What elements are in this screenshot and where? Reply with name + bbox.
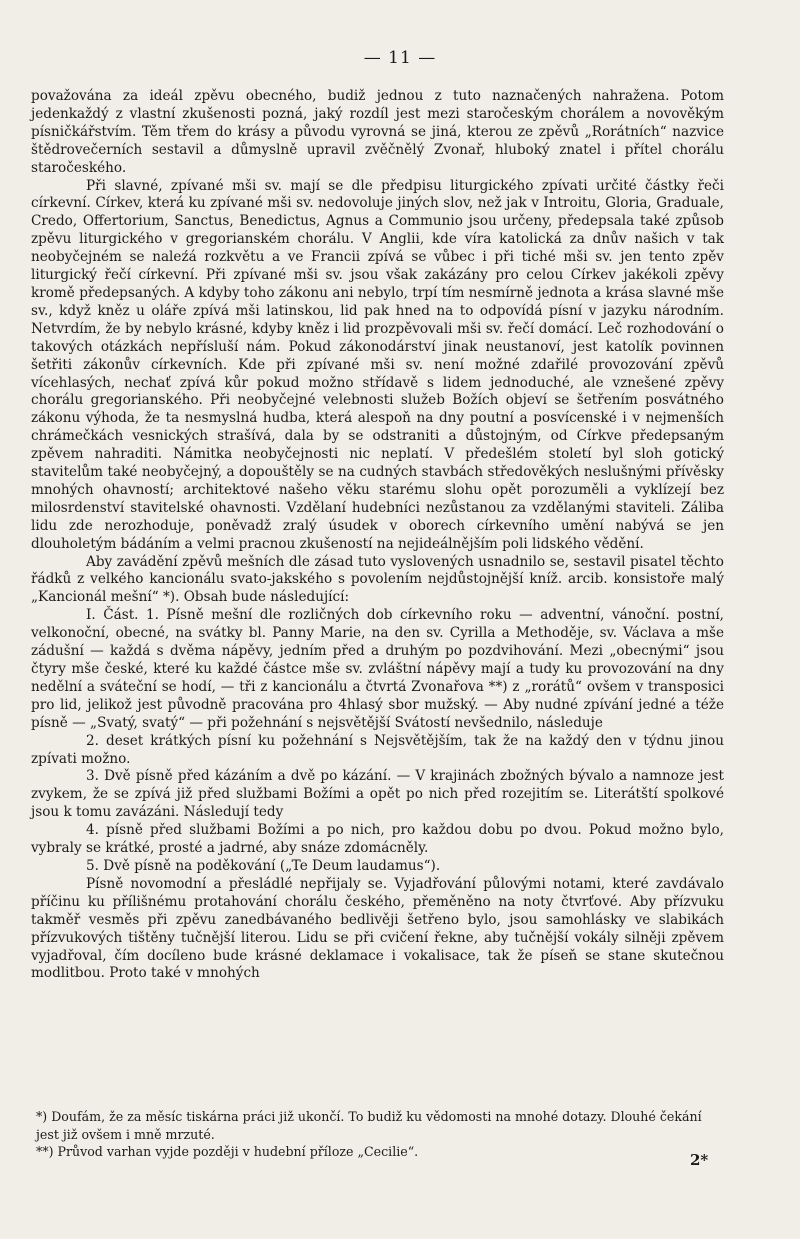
paragraph: 5. Dvě písně na poděkování („Te Deum laudamus“). (86, 857, 441, 874)
paragraph: Písně novomodní a přesládlé nepřijaly se. Vyjadřování půlovými notami, které zavdávalo příčinu ku přílišnému protahování chorálu českého, přeměněno na noty čtvrťové. Aby přízvuku takměř vesměs při zpěvu zanedbávaného bedlivěji šetřeno bylo, jsou samohlásky ve slabikách přízvukových tištěny tučnější literou. Lidu se při cvičení řekne, aby tučnější vokály silněji zpěvem vyjadřoval, čím docíleno bude krásné deklamace i vokalisace, tak že píseň se stane skutečnou modlitbou. Proto také v mnohých (31, 875, 724, 982)
paragraph: Při slavné, zpívané mši sv. mají se dle předpisu liturgického zpívati určité částky řeči církevní. Církev, která ku zpívané mši sv. nedovoluje jiných slov, než jak v Introitu, Gloria, Graduale, Credo, Offertorium, Sanctus, Benedictus, Agnus a Communio jsou určeny, předepsala také způsob zpěvu liturgického v gregorianském chorálu. V Anglii, kde víra katolická za dnův našich v tak neobyčejném se naleźá rozkvětu a ve Francii zpívá se vůbec i při tiché mši sv. jen tento zpěv liturgický řečí církevní. Při zpívané mši sv. jsou však zakázány pro celou Církev jakékoli zpěvy kromě předepsaných. A kdyby toho zákonu ani nebylo, trpí tím nesmírně jednota a krása slavné mše sv., když kněz u oláře zpívá mši latinskou, lid pak hned na to odpovídá písní v jazyku národním. Netvrdím, že by nebylo krásné, kdyby kněz i lid prozpěvovali mši sv. řečí domácí. Leč rozhodování o takových otázkách nepřísluší nám. Pokud zákonodárství jinak neustanoví, jest katolík povinnen šetřiti zákonův církevních. Kde při zpívané mši sv. není možné zdařilé provozování zpěvů vícehlasých, nechať zpívá kůr pokud možno střídavě s lidem jednoduché, ale vznešené zpěvy chorálu gregorianského. Při neobyčejné velebnosti služeb Božích objeví se šetřením posvátného zákonu výhoda, že ta nesmyslná hudba, která alespoň na dny poutní a posvícenské i v nejmenších chrámečkách vesnických strašívá, dala by se odstraniti a důstojným, od Církve předepsaným zpěvem nahraditi. Námitka neobyčejnosti nic neplatí. V předešlém století byl sloh gotický stavitelům také neobyčejný, a dopouštěly se na cudných stavbách středověkých neslušnými přívěsky mnohých ohavností; architektové našeho věku starému slohu opět porozuměli a vyklízejí bez milosrdenství stavitelské ohavnosti. Vzdělaní hudebníci nezůstanou za vzdělanými staviteli. Záliba lidu zde nerozhoduje, poněvadž zralý úsudek v oborech církevního umění nabývá se jen dlouholetým bádáním a velmi pracnou zkušeností na nejideálnějším poli lidského vědění. (31, 177, 724, 552)
footnote: *) Doufám, že za měsíc tiskárna práci již ukončí. To budiž ku vědomosti na mnohé dotazy. Dlouhé čekání jest již ovšem i mně mrzuté. (36, 1109, 702, 1142)
paragraph: 2. deset krátkých písní ku požehnání s Nejsvětějším, tak že na každý den v týdnu jinou zpívati možno. (31, 732, 724, 767)
body-text (31, 88, 724, 983)
footnote: **) Průvod varhan vyjde později v hudební příloze „Cecilie“. (36, 1144, 419, 1159)
paragraph: I. Část. 1. Písně mešní dle rozličných dob církevního roku — adventní, vánoční. postní, velkonoční, obecné, na svátky bl. Panny Marie, na den sv. Cyrilla a Methoděje, sv. Václava a mše zádušní — každá s dvěma nápěvy, jedním před a druhým po pozdvihování. Mezi „obecnými“ jsou čtyry mše české, které ku každé částce mše sv. zvláštní nápěvy mají a tudy ku provozování na dny nedělní a sváteční se hodí, — tři z kancionálu a čtvrtá Zvonařova **) z „rorátů“ ovšem v transposici pro lid, jelikož jest původně pracována pro 4hlasý sbor mužský. — Aby nudné zpívání jedné a téže písně — „Svatý, svatý“ — při požehnání s nejsvětější Svátostí nevšednilo, následuje (31, 607, 724, 731)
paragraph: 4. písně před službami Božími a po nich, pro každou dobu po dvou. Pokud možno bylo, vybraly se krátké, prosté a jadrné, aby snáze zdomácněly. (31, 822, 724, 857)
paragraph: 3. Dvě písně před kázáním a dvě po kázání. — V krajinách zbožných bývalo a namnoze jest zvykem, že se zpívá již před službami Božími a opět po nich před rozejitím se. Literátští spolkové jsou k tomu zavázáni. Následují tedy (31, 768, 724, 821)
signature-mark: 2* (690, 1151, 709, 1169)
footnotes (36, 1108, 726, 1161)
page-number: — 11 — (363, 48, 437, 68)
paragraph: Aby zavádění zpěvů mešních dle zásad tuto vyslovených usnadnilo se, sestavil pisatel těchto řádků z velkého kancionálu svato-jakského s povolením nejdůstojnější kníž. arcib. konsistoře malý „Kancionál mešní“ *). Obsah bude následující: (31, 553, 724, 606)
paragraph: považována za ideál zpěvu obecného, budiž jednou z tuto naznačených nahražena. Potom jedenkaždý z vlastní zkušenosti pozná, jaký rozdíl jest mezi staročeským chorálem a novověkým písničkářstvím. Těm třem do krásy a původu vyrovná se jiná, kterou ze zpěvů „Rorátních“ nazvice štědrovečerních sestavil a důmyslně upravil zvěčnělý Zvonař, hluboký znatel i přítel chorálu staročeského. (31, 88, 724, 176)
